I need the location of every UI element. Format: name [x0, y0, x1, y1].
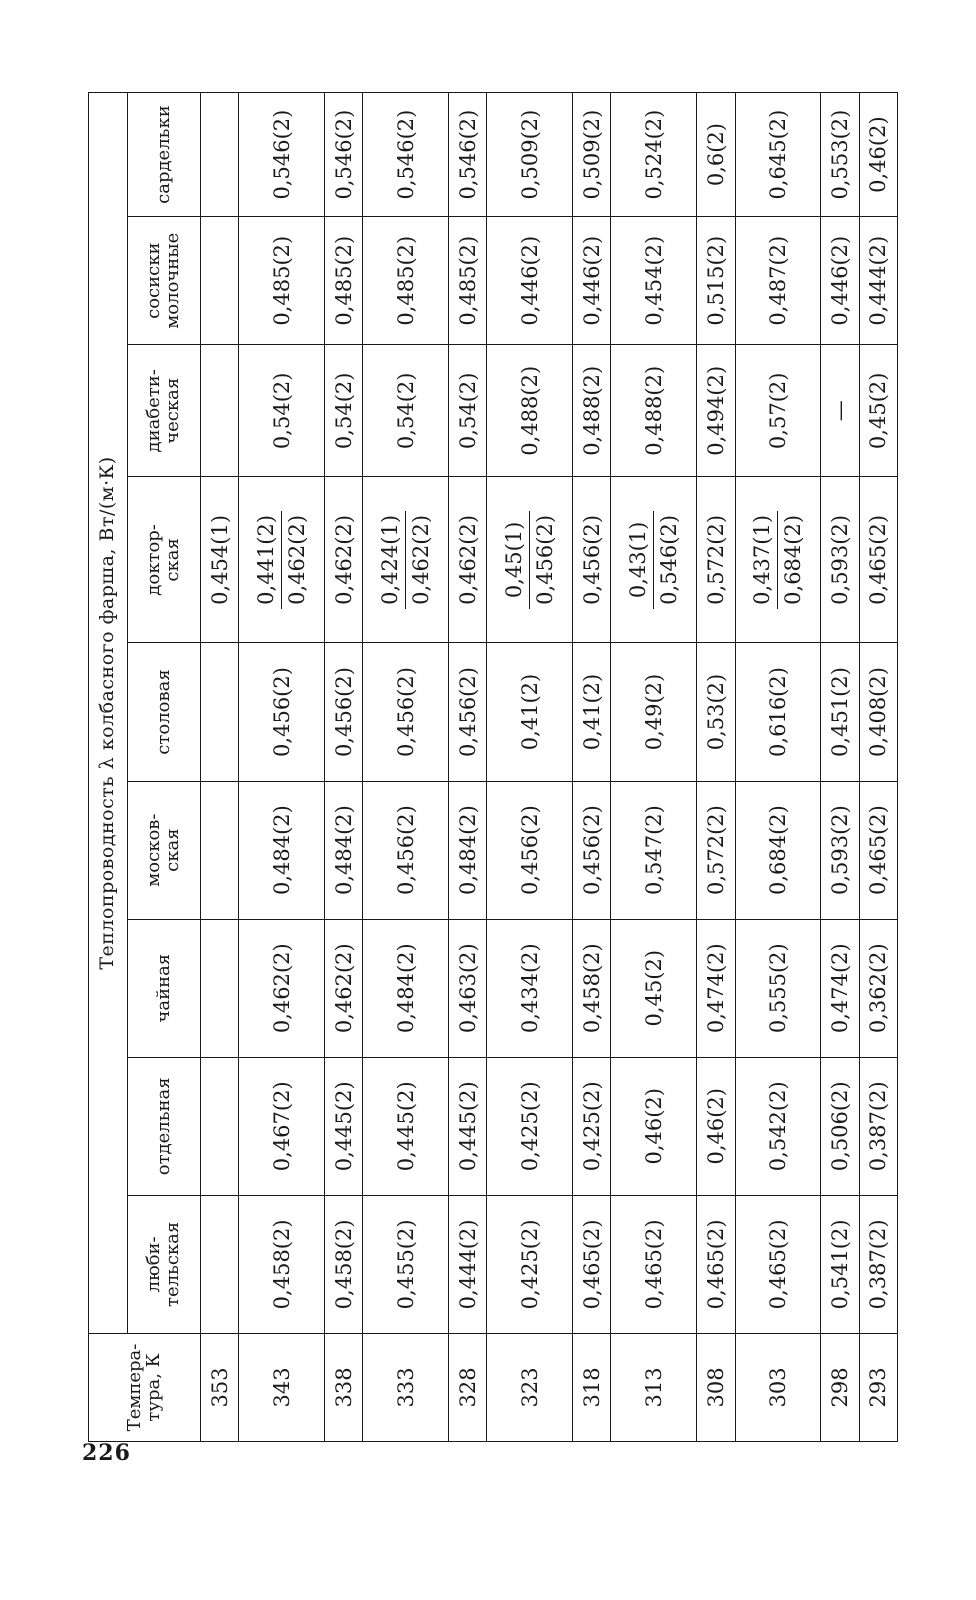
- table-row: [449, 93, 487, 1442]
- column-header: чайная: [128, 919, 201, 1057]
- fraction-denominator: 0,462(2): [409, 514, 434, 605]
- value-cell: 0,49(2): [611, 643, 697, 781]
- value-cell: [487, 477, 573, 643]
- value-cell: 0,515(2): [697, 217, 735, 345]
- value-cell: 0,445(2): [449, 1057, 487, 1195]
- value-cell: 0,454(2): [611, 217, 697, 345]
- value-cell: 0,54(2): [363, 345, 449, 477]
- table-header-row-group: [89, 93, 128, 1442]
- value-cell: 0,488(2): [487, 345, 573, 477]
- value-cell: 0,474(2): [821, 919, 859, 1057]
- value-cell: 0,546(2): [363, 93, 449, 217]
- value-cell: 0,485(2): [363, 217, 449, 345]
- value-cell: 0,488(2): [573, 345, 611, 477]
- temperature-cell: 333: [363, 1333, 449, 1441]
- value-cell: 0,54(2): [325, 345, 363, 477]
- temperature-cell: 343: [239, 1333, 325, 1441]
- value-cell: 0,54(2): [239, 345, 325, 477]
- value-cell: 0,524(2): [611, 93, 697, 217]
- value-cell: 0,454(1): [201, 477, 239, 643]
- temperature-header: Темпера- тура, К: [89, 1333, 201, 1441]
- value-cell: 0,445(2): [363, 1057, 449, 1195]
- value-cell: 0,555(2): [735, 919, 821, 1057]
- value-cell: 0,593(2): [821, 477, 859, 643]
- table-row: [325, 93, 363, 1442]
- fraction-numerator: 0,437(1): [750, 511, 778, 609]
- column-header: сардельки: [128, 93, 201, 217]
- value-cell: 0,645(2): [735, 93, 821, 217]
- value-cell: 0,446(2): [821, 217, 859, 345]
- value-cell: 0,425(2): [487, 1057, 573, 1195]
- column-header: столовая: [128, 643, 201, 781]
- table-header-row-columns: [128, 93, 201, 1442]
- value-cell: 0,462(2): [239, 919, 325, 1057]
- fraction-numerator: 0,43(1): [626, 511, 654, 609]
- value-cell: 0,465(2): [859, 477, 897, 643]
- fraction-denominator: 0,462(2): [285, 514, 310, 605]
- column-header: отдельная: [128, 1057, 201, 1195]
- value-cell: 0,462(2): [449, 477, 487, 643]
- value-cell: 0,572(2): [697, 477, 735, 643]
- value-cell: 0,546(2): [449, 93, 487, 217]
- fraction-value: [378, 511, 433, 609]
- value-cell: 0,456(2): [449, 643, 487, 781]
- table-row: [697, 93, 735, 1442]
- value-cell: 0,467(2): [239, 1057, 325, 1195]
- table-row: [573, 93, 611, 1442]
- temperature-cell: 298: [821, 1333, 859, 1441]
- value-cell: 0,425(2): [573, 1057, 611, 1195]
- value-cell: [611, 477, 697, 643]
- value-cell: 0,456(2): [573, 781, 611, 919]
- value-cell: 0,463(2): [449, 919, 487, 1057]
- value-cell: 0,41(2): [573, 643, 611, 781]
- fraction-value: [254, 511, 309, 609]
- value-cell: [201, 217, 239, 345]
- value-cell: 0,546(2): [239, 93, 325, 217]
- value-cell: [239, 477, 325, 643]
- value-cell: 0,485(2): [239, 217, 325, 345]
- value-cell: 0,484(2): [325, 781, 363, 919]
- value-cell: [363, 477, 449, 643]
- table-row: [487, 93, 573, 1442]
- value-cell: [201, 1057, 239, 1195]
- value-cell: —: [821, 345, 859, 477]
- value-cell: 0,494(2): [697, 345, 735, 477]
- value-cell: 0,387(2): [859, 1195, 897, 1333]
- value-cell: 0,456(2): [363, 643, 449, 781]
- temperature-cell: 318: [573, 1333, 611, 1441]
- table-row: [611, 93, 697, 1442]
- value-cell: 0,444(2): [449, 1195, 487, 1333]
- value-cell: 0,456(2): [487, 781, 573, 919]
- table-row: [821, 93, 859, 1442]
- group-header: Теплопроводность λ колбасного фарша, Вт/(м·К): [89, 93, 128, 1334]
- table-row: [363, 93, 449, 1442]
- value-cell: 0,425(2): [487, 1195, 573, 1333]
- value-cell: [201, 93, 239, 217]
- temperature-cell: 303: [735, 1333, 821, 1441]
- value-cell: 0,54(2): [449, 345, 487, 477]
- value-cell: 0,509(2): [573, 93, 611, 217]
- table-row: [735, 93, 821, 1442]
- temperature-cell: 323: [487, 1333, 573, 1441]
- temperature-cell: 308: [697, 1333, 735, 1441]
- page-number: 226: [82, 1440, 131, 1466]
- fraction-denominator: 0,684(2): [781, 514, 806, 605]
- value-cell: 0,456(2): [363, 781, 449, 919]
- fraction-value: [750, 511, 805, 609]
- thermal-conductivity-table: [88, 92, 898, 1442]
- value-cell: 0,46(2): [697, 1057, 735, 1195]
- value-cell: 0,53(2): [697, 643, 735, 781]
- column-header: люби- тельская: [128, 1195, 201, 1333]
- temperature-cell: 328: [449, 1333, 487, 1441]
- value-cell: 0,408(2): [859, 643, 897, 781]
- table-row: [239, 93, 325, 1442]
- value-cell: [201, 781, 239, 919]
- temperature-cell: 293: [859, 1333, 897, 1441]
- value-cell: 0,509(2): [487, 93, 573, 217]
- value-cell: 0,41(2): [487, 643, 573, 781]
- value-cell: 0,462(2): [325, 477, 363, 643]
- value-cell: [735, 477, 821, 643]
- table-body: [201, 93, 898, 1442]
- value-cell: 0,485(2): [449, 217, 487, 345]
- value-cell: 0,484(2): [239, 781, 325, 919]
- value-cell: 0,6(2): [697, 93, 735, 217]
- value-cell: 0,451(2): [821, 643, 859, 781]
- fraction-numerator: 0,45(1): [502, 511, 530, 609]
- value-cell: [201, 643, 239, 781]
- value-cell: 0,362(2): [859, 919, 897, 1057]
- value-cell: 0,572(2): [697, 781, 735, 919]
- column-header: москов- ская: [128, 781, 201, 919]
- value-cell: 0,506(2): [821, 1057, 859, 1195]
- value-cell: 0,456(2): [239, 643, 325, 781]
- table-row: [859, 93, 897, 1442]
- column-header: сосиски молочные: [128, 217, 201, 345]
- temperature-cell: 353: [201, 1333, 239, 1441]
- value-cell: 0,484(2): [363, 919, 449, 1057]
- value-cell: 0,462(2): [325, 919, 363, 1057]
- fraction-numerator: 0,424(1): [378, 511, 406, 609]
- value-cell: 0,547(2): [611, 781, 697, 919]
- value-cell: 0,456(2): [325, 643, 363, 781]
- value-cell: 0,541(2): [821, 1195, 859, 1333]
- value-cell: 0,465(2): [859, 781, 897, 919]
- value-cell: 0,465(2): [573, 1195, 611, 1333]
- value-cell: 0,465(2): [611, 1195, 697, 1333]
- value-cell: 0,616(2): [735, 643, 821, 781]
- value-cell: 0,542(2): [735, 1057, 821, 1195]
- value-cell: 0,446(2): [487, 217, 573, 345]
- value-cell: 0,684(2): [735, 781, 821, 919]
- value-cell: [201, 345, 239, 477]
- value-cell: 0,45(2): [859, 345, 897, 477]
- value-cell: 0,465(2): [735, 1195, 821, 1333]
- value-cell: 0,593(2): [821, 781, 859, 919]
- fraction-value: [502, 511, 557, 609]
- value-cell: 0,474(2): [697, 919, 735, 1057]
- table-row: [201, 93, 239, 1442]
- value-cell: 0,487(2): [735, 217, 821, 345]
- value-cell: 0,46(2): [859, 93, 897, 217]
- value-cell: [201, 1195, 239, 1333]
- value-cell: 0,484(2): [449, 781, 487, 919]
- value-cell: 0,465(2): [697, 1195, 735, 1333]
- value-cell: 0,45(2): [611, 919, 697, 1057]
- column-header: доктор- ская: [128, 477, 201, 643]
- rotated-table-container: [88, 92, 898, 1442]
- value-cell: 0,458(2): [573, 919, 611, 1057]
- value-cell: 0,46(2): [611, 1057, 697, 1195]
- value-cell: 0,458(2): [239, 1195, 325, 1333]
- temperature-cell: 338: [325, 1333, 363, 1441]
- value-cell: 0,458(2): [325, 1195, 363, 1333]
- fraction-value: [626, 511, 681, 609]
- value-cell: 0,546(2): [325, 93, 363, 217]
- value-cell: 0,444(2): [859, 217, 897, 345]
- value-cell: 0,455(2): [363, 1195, 449, 1333]
- value-cell: 0,434(2): [487, 919, 573, 1057]
- value-cell: 0,387(2): [859, 1057, 897, 1195]
- value-cell: 0,488(2): [611, 345, 697, 477]
- fraction-denominator: 0,546(2): [657, 514, 682, 605]
- fraction-denominator: 0,456(2): [533, 514, 558, 605]
- temperature-cell: 313: [611, 1333, 697, 1441]
- value-cell: 0,553(2): [821, 93, 859, 217]
- value-cell: [201, 919, 239, 1057]
- column-header: диабети- ческая: [128, 345, 201, 477]
- fraction-numerator: 0,441(2): [254, 511, 282, 609]
- value-cell: 0,445(2): [325, 1057, 363, 1195]
- value-cell: 0,57(2): [735, 345, 821, 477]
- value-cell: 0,456(2): [573, 477, 611, 643]
- value-cell: 0,446(2): [573, 217, 611, 345]
- value-cell: 0,485(2): [325, 217, 363, 345]
